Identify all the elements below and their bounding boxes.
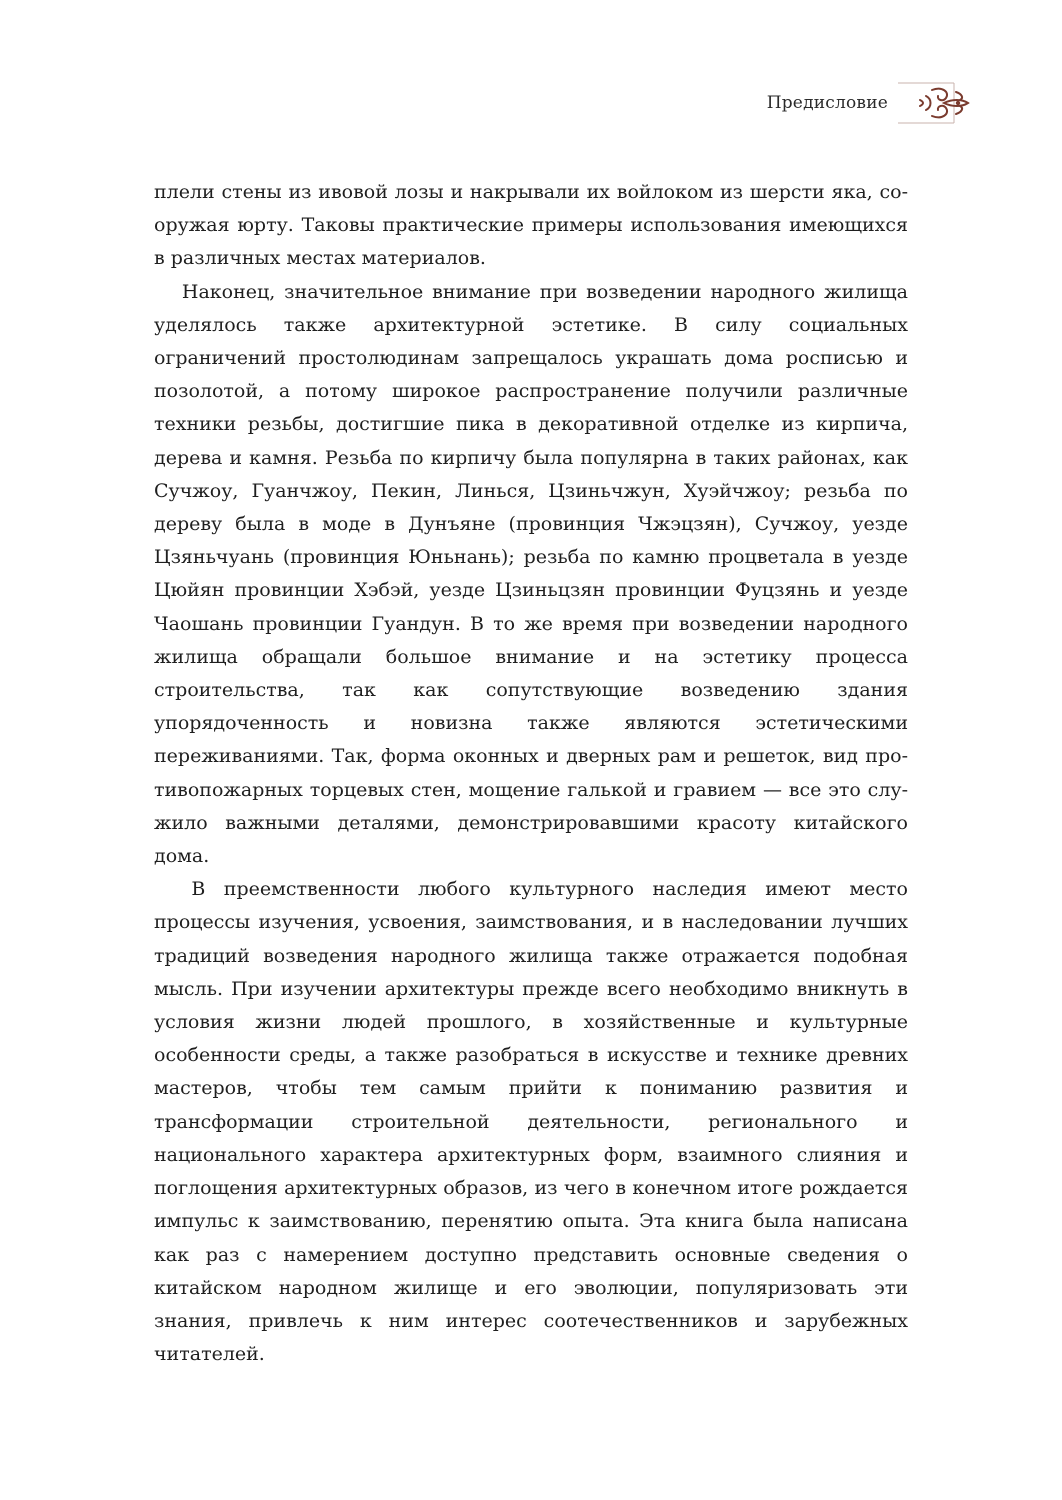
ornamental-scroll-icon: [898, 82, 972, 124]
running-header: [767, 82, 972, 124]
paragraph-continuation: плели стены из ивовой лозы и накрывали их войлоком из шерсти яка, сооружая юрту. Таковы практические примеры использования имеющихся в различных местах материалов.: [154, 181, 908, 270]
paragraph-aesthetics: Наконец, значительное внимание при возведении народного жилища уделялось также архитектурной эстетике. В силу социальных ограничений простолюдинам запрещалось украшать дома росписью и позолотой, а потому широкое распространение получили различные техники резьбы, достигшие пика в декоративной отделке из кирпича, дерева и камня. Резьба по кирпичу была популярна в таких районах, как Сучжоу, Гуанчжоу, Пекин, Линься, Цзиньчжун, Хуэйчжоу; резьба по дереву была в моде в Дунъяне (провинция Чжэцзян), Сучжоу, уезде Цзяньчуань (провинция Юньнань); резьба по камню процветала в уезде Цюйян провинции Хэбэй, уезде Цзиньцзян провинции Фуцзянь и уезде Чаошань провинции Гуандун. В то же время при возведении народного жилища обращали большое внимание и на эстетику процесса строительства, так как сопутствующие возведению здания упорядоченность и новизна также являются эстетическими переживаниями. Так, форма оконных и дверных рам и решеток, вид противопожарных торцевых стен, мощение галькой и гравием — все это служило важными деталями, демонстрировавшими красоту китайского дома.: [154, 280, 908, 868]
paragraph-heritage: В преемственности любого культурного наследия имеют место процессы изучения, усвоения, заимствования, и в наследовании лучших традиций возведения народного жилища также отражается подобная мысль. При изучении архитектуры прежде всего необходимо вникнуть в условия жизни людей прошлого, в хозяйственные и культурные особенности среды, а также разобраться в искусстве и технике древних мастеров, чтобы тем самым прийти к пониманию развития и трансформации строительной деятельности, регионального и национального характера архитектурных форм, взаимного слияния и поглощения архитектурных образов, из чего в конечном итоге рождается импульс к заимствованию, перенятию опыта. Эта книга была написана как раз с намерением доступно представить основные сведения о китайском народном жилище и его эволюции, популяризовать эти знания, привлечь к ним интерес соотечественников и зарубежных читателей.: [154, 878, 908, 1366]
section-title: Предисловие: [766, 93, 888, 113]
body-text: [154, 176, 908, 1371]
